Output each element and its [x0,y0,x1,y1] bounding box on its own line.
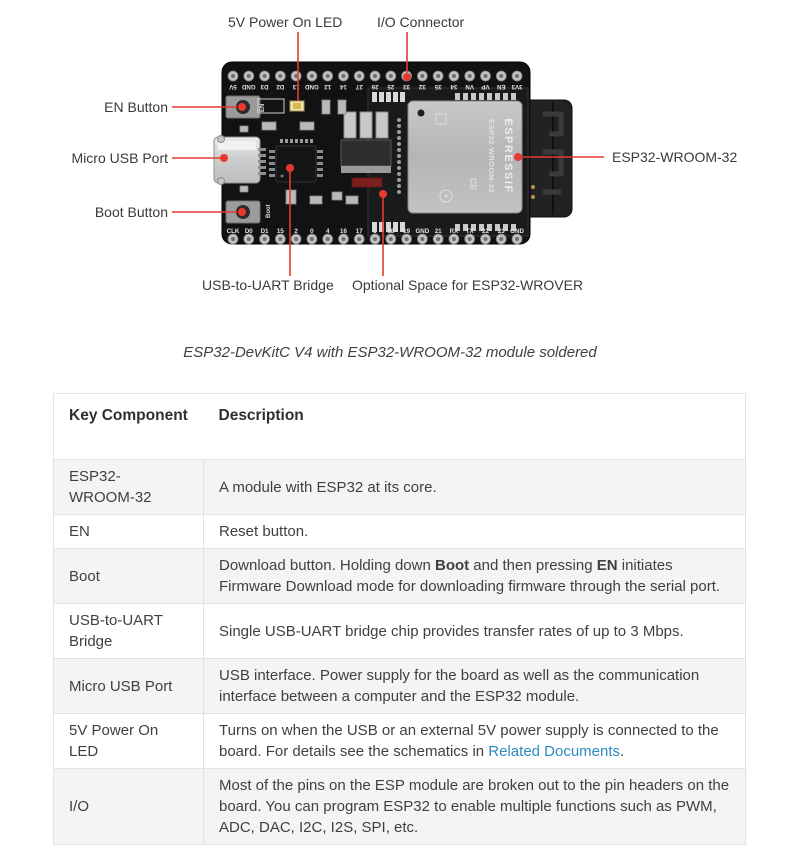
pin-label: 19 [403,228,411,235]
key-component-table [53,393,746,845]
callout-usb-uart: USB-to-UART Bridge [202,277,334,293]
bold-text: EN [596,557,618,574]
pin-label: 21 [434,228,442,235]
bold-text: Boot [434,557,470,574]
board-figure [0,0,797,393]
pin-label: 23 [497,228,505,235]
related-documents-link[interactable]: Related Documents [488,743,621,760]
table-row [54,460,746,515]
callout-module: ESP32-WROOM-32 [612,149,738,165]
key-cell: Boot [54,549,204,604]
pin-label: 35 [434,83,442,90]
callout-en-button: EN Button [104,99,168,115]
table-row [54,549,746,604]
desc-cell [204,549,746,604]
en-silk-label: EN [260,103,266,112]
desc-cell [204,714,746,769]
desc-cell [204,604,746,659]
table-row [54,659,746,714]
desc-text: Turns on when the USB or an external 5V power supply is connected to the board. For details see the schematics in [219,722,719,760]
key-cell: USB-to-UART Bridge [54,604,204,659]
desc-cell [204,659,746,714]
pin-label: 4 [325,228,330,235]
pin-label: 3V3 [511,83,523,90]
key-cell: Micro USB Port [54,659,204,714]
key-cell: I/O [54,769,204,845]
callout-power-led: 5V Power On LED [228,14,343,30]
table-row [54,604,746,659]
boot-silk-label: Boot [266,204,272,218]
pin-label: VP [481,83,490,90]
esp32-module-shield [408,101,522,213]
pin-label: GND [305,83,319,90]
pin-label: 34 [450,83,458,90]
callout-io-connector: I/O Connector [377,14,465,30]
pin-label: VN [465,83,475,90]
desc-text: Reset button. [219,523,309,540]
pin-label: CLK [226,228,240,235]
pin-label: 27 [355,83,363,90]
key-cell: 5V Power On LED [54,714,204,769]
pin-label: 5 [373,228,377,235]
pin-label: GND [415,228,430,235]
key-cell: ESP32-WROOM-32 [54,460,204,515]
pin-label: 33 [403,83,411,90]
pin-label: 22 [482,228,489,235]
header-key-component: Key Component [54,394,204,460]
pin-label: D2 [276,83,285,90]
desc-text: Download button. Holding down [219,557,435,574]
pin-label: 0 [310,228,314,235]
callout-wrover-space: Optional Space for ESP32-WROVER [352,277,584,293]
desc-text: USB interface. Power supply for the board as well as the communication interface between a computer and the ESP32 module. [219,667,700,705]
pin-label: 2 [294,228,298,235]
module-name-text: ESP32-WROOM-32 [487,118,496,194]
table-row [54,769,746,845]
table-header-row [54,394,746,460]
module-brand-text: ESPRESSIF [502,118,514,194]
pin-label: 14 [340,83,347,90]
header-description: Description [204,394,746,460]
ce-mark: CE [468,177,478,191]
pin-label: 17 [355,228,363,235]
pin-label: EN [496,83,506,90]
pin-label: 15 [276,228,284,235]
desc-cell [204,460,746,515]
pin-label: 18 [387,228,395,235]
table-row [54,515,746,549]
figure-caption: ESP32-DevKitC V4 with ESP32-WROOM-32 module soldered [183,344,597,361]
desc-text: initiates Firmware Download mode for downloading firmware through the serial port. [219,557,721,595]
pin-label: 25 [387,83,395,90]
pin-label: RX [449,228,459,235]
pin-label: 12 [324,83,332,90]
callout-micro-usb: Micro USB Port [71,150,168,166]
desc-text: and then pressing [469,557,597,574]
pin-label: 5V [229,83,237,90]
desc-text: Single USB-UART bridge chip provides transfer rates of up to 3 Mbps. [219,622,684,640]
desc-cell [204,769,746,845]
key-cell: EN [54,515,204,549]
desc-text: A module with ESP32 at its core. [219,478,437,496]
pin-label: D0 [244,228,253,235]
pin-label: GND [241,83,256,90]
pin-label: TX [465,228,474,235]
pin-label: D1 [260,228,269,235]
pin-label: 26 [371,83,379,90]
antenna-connector [530,100,572,217]
component-table-body [54,460,746,845]
pin-label: 13 [292,83,300,90]
table-row [54,714,746,769]
callout-boot-button: Boot Button [94,204,168,220]
pin-label: D3 [260,83,269,90]
pin-label: GND [510,228,524,235]
desc-cell [204,515,746,549]
pin-label: 16 [340,228,347,235]
desc-text: . [620,743,625,760]
desc-text: Most of the pins on the ESP module are broken out to the pin headers on the board. You can program ESP32 to enable multiple functions such as PWM, ADC, DAC, I2C, I2S, SPI, etc. [219,777,730,836]
pin-label: 32 [418,83,426,90]
